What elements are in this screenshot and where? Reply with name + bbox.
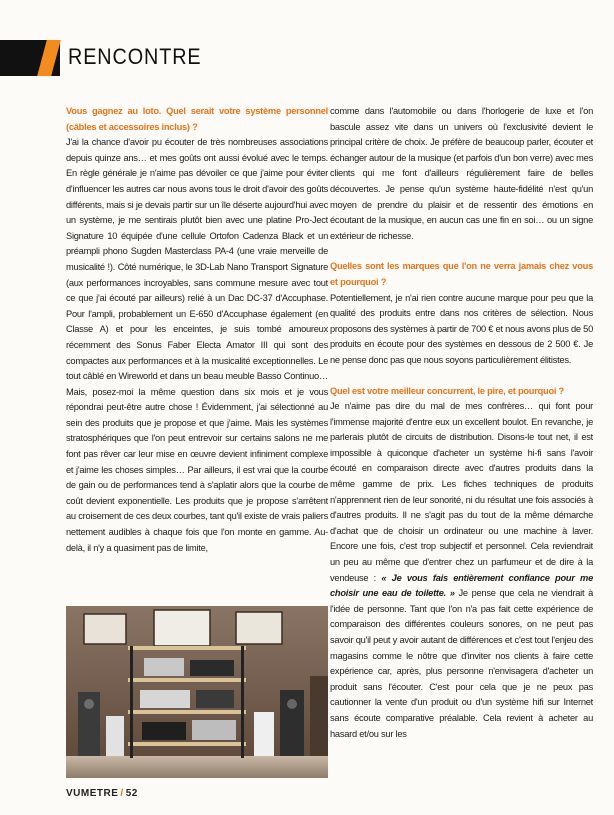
answer-3-part-2: Je pense que cela ne viendrait à l'idée de personne. Tant que l'on n'a pas fait cette expérience de comparaison des différentes couleurs sonores, on ne peut pas savoir qu'il peut y avoir autant de différences et c'est tout l'enjeu des magasins comme le nôtre que d'inviter nos clients à faire cette expérience car, après, plus personne n'envisagera d'acheter un produit sans l'écouter. C'est pour cela que je ne peux pas cautionner la vente d'un produit ou d'un système hifi sur Internet sans écoute comparative préalable. Cela revient à acheter au hasard et/ou sur les <box>330 588 593 739</box>
page-footer <box>66 788 138 799</box>
footer-separator: / <box>120 788 124 799</box>
section-header <box>0 40 614 76</box>
answer-2: Potentiellement, je n'ai rien contre aucune marque pour peu que la qualité des produits entre dans nos critères de sélection. Nous proposons des systèmes à partir de 700 € et nous avons plus de 50 produits en écoute pour des systèmes en dessous de 2 500 €. Je ne pense donc pas que nous soyons particulièrement élitistes. <box>330 292 593 365</box>
answer-3 <box>330 399 593 742</box>
answer-1-continued: comme dans l'automobile ou dans l'horlogerie de luxe et l'on bascule assez vite dans un univers où l'exclusivité devient le principal critère de choix. Je préfère de beaucoup parler, écouter et échanger autour de la musique (et parfois d'un bon verre) avec mes clients qui me font d'ailleurs régulièrement faire de belles découvertes. Je pense qu'un système haute-fidélité n'est qu'un moyen de prendre du plaisir et de ressentir des émotions en écoutant de la musique, en aucun cas une fin en soi… ou un signe extérieur de richesse. <box>330 106 593 241</box>
section-title: RENCONTRE <box>68 44 202 69</box>
question-3: Quel est votre meilleur concurrent, le pire, et pourquoi ? <box>330 385 564 396</box>
question-2: Quelles sont les marques que l'on ne verra jamais chez vous et pourquoi ? <box>330 261 593 287</box>
magazine-name: VUMETRE <box>66 788 119 799</box>
left-column <box>66 104 328 596</box>
paragraph-gap <box>330 244 593 259</box>
page-number: 52 <box>125 788 138 799</box>
question-1: Vous gagnez au loto. Quel serait votre système personnel (câbles et accessoires inclus) ? <box>66 106 328 132</box>
right-column <box>330 104 593 780</box>
hifi-system-photo <box>66 606 328 778</box>
answer-3-part-1: Je n'aime pas dire du mal de mes confrères… qui font pour l'immense majorité d'entre eux un excellent boulot. En revanche, je parlerais plutôt de circuits de distribution. Disons-le tout net, il est impossible à quiconque d'acheter un système hi-fi sans l'avoir écouté en comparaison directe avec d'autres produits dans la même gamme de prix. Les fiches techniques de produits n'apprennent rien de leur sonorité, ni du résultat une fois associés à d'autres produits. Il ne s'agit pas du tout de la même démarche d'achat que de choisir un ordinateur ou une machine à laver. Encore une fois, c'est trop subjectif et personnel. Cela reviendrait un peu au même que d'entrer chez un parfumeur et de dire à la vendeuse : <box>330 401 593 583</box>
hifi-photo-illustration <box>66 606 328 778</box>
answer-1: J'ai la chance d'avoir pu écouter de très nombreuses associations depuis quinze ans… et mes goûts ont aussi évolué avec le temps. En règle générale je n'aime pas dévoiler ce que j'aime pour éviter d'influencer les autres car nous avons tous le droit d'avoir des goûts différents, mais si je devais partir sur un île déserte aujourd'hui avec un système, je me sentirais plutôt bien avec une platine Pro-Ject Signature 10 équipée d'une cellule Ortofon Cadenza Black et un préampli phono Sugden Masterclass PA-4 (une vraie merveille de musicalité !). Côté numérique, le 3D-Lab Nano Transport Signature (aux performances incroyables, sans commune mesure avec tout ce que j'ai écouté par ailleurs) relié à un Dac DC-37 d'Accuphase. Pour l'ampli, probablement un E-650 d'Accuphase également (en Classe A) et pour les enceintes, je suis tombé amoureux récemment des Sonus Faber Electa Amator III qui sont des compactes aux performances et à la musicalité exceptionnelles. Le tout câblé en Wireworld et dans un beau meuble Basso Continuo… Mais, posez-moi la même question dans six mois et je vous répondrai peut-être autre chose ! Évidemment, j'ai sélectionné au sein des produits que je propose et que j'aime. Mais les systèmes stratosphériques que l'on peut entrevoir sur certains salons ne me font pas rêver car leur mise en œuvre devient infiniment complexe et j'aime les choses simples… Par ailleurs, il est vrai que la courbe de gain ou de performances tend à s'aplatir alors que la courbe de coût devient exponentielle. Les produits que je propose s'arrêtent au croisement de ces deux courbes, tant qu'il existe de vrais paliers nettement audibles à chaque fois que l'on monte en gamme. Au-delà, il n'y a quasiment pas de limite, <box>66 137 328 553</box>
answer-3-quote: « Je vous fais entièrement confiance pour me choisir une eau de toilette. » <box>330 572 593 599</box>
paragraph-gap <box>330 369 593 384</box>
